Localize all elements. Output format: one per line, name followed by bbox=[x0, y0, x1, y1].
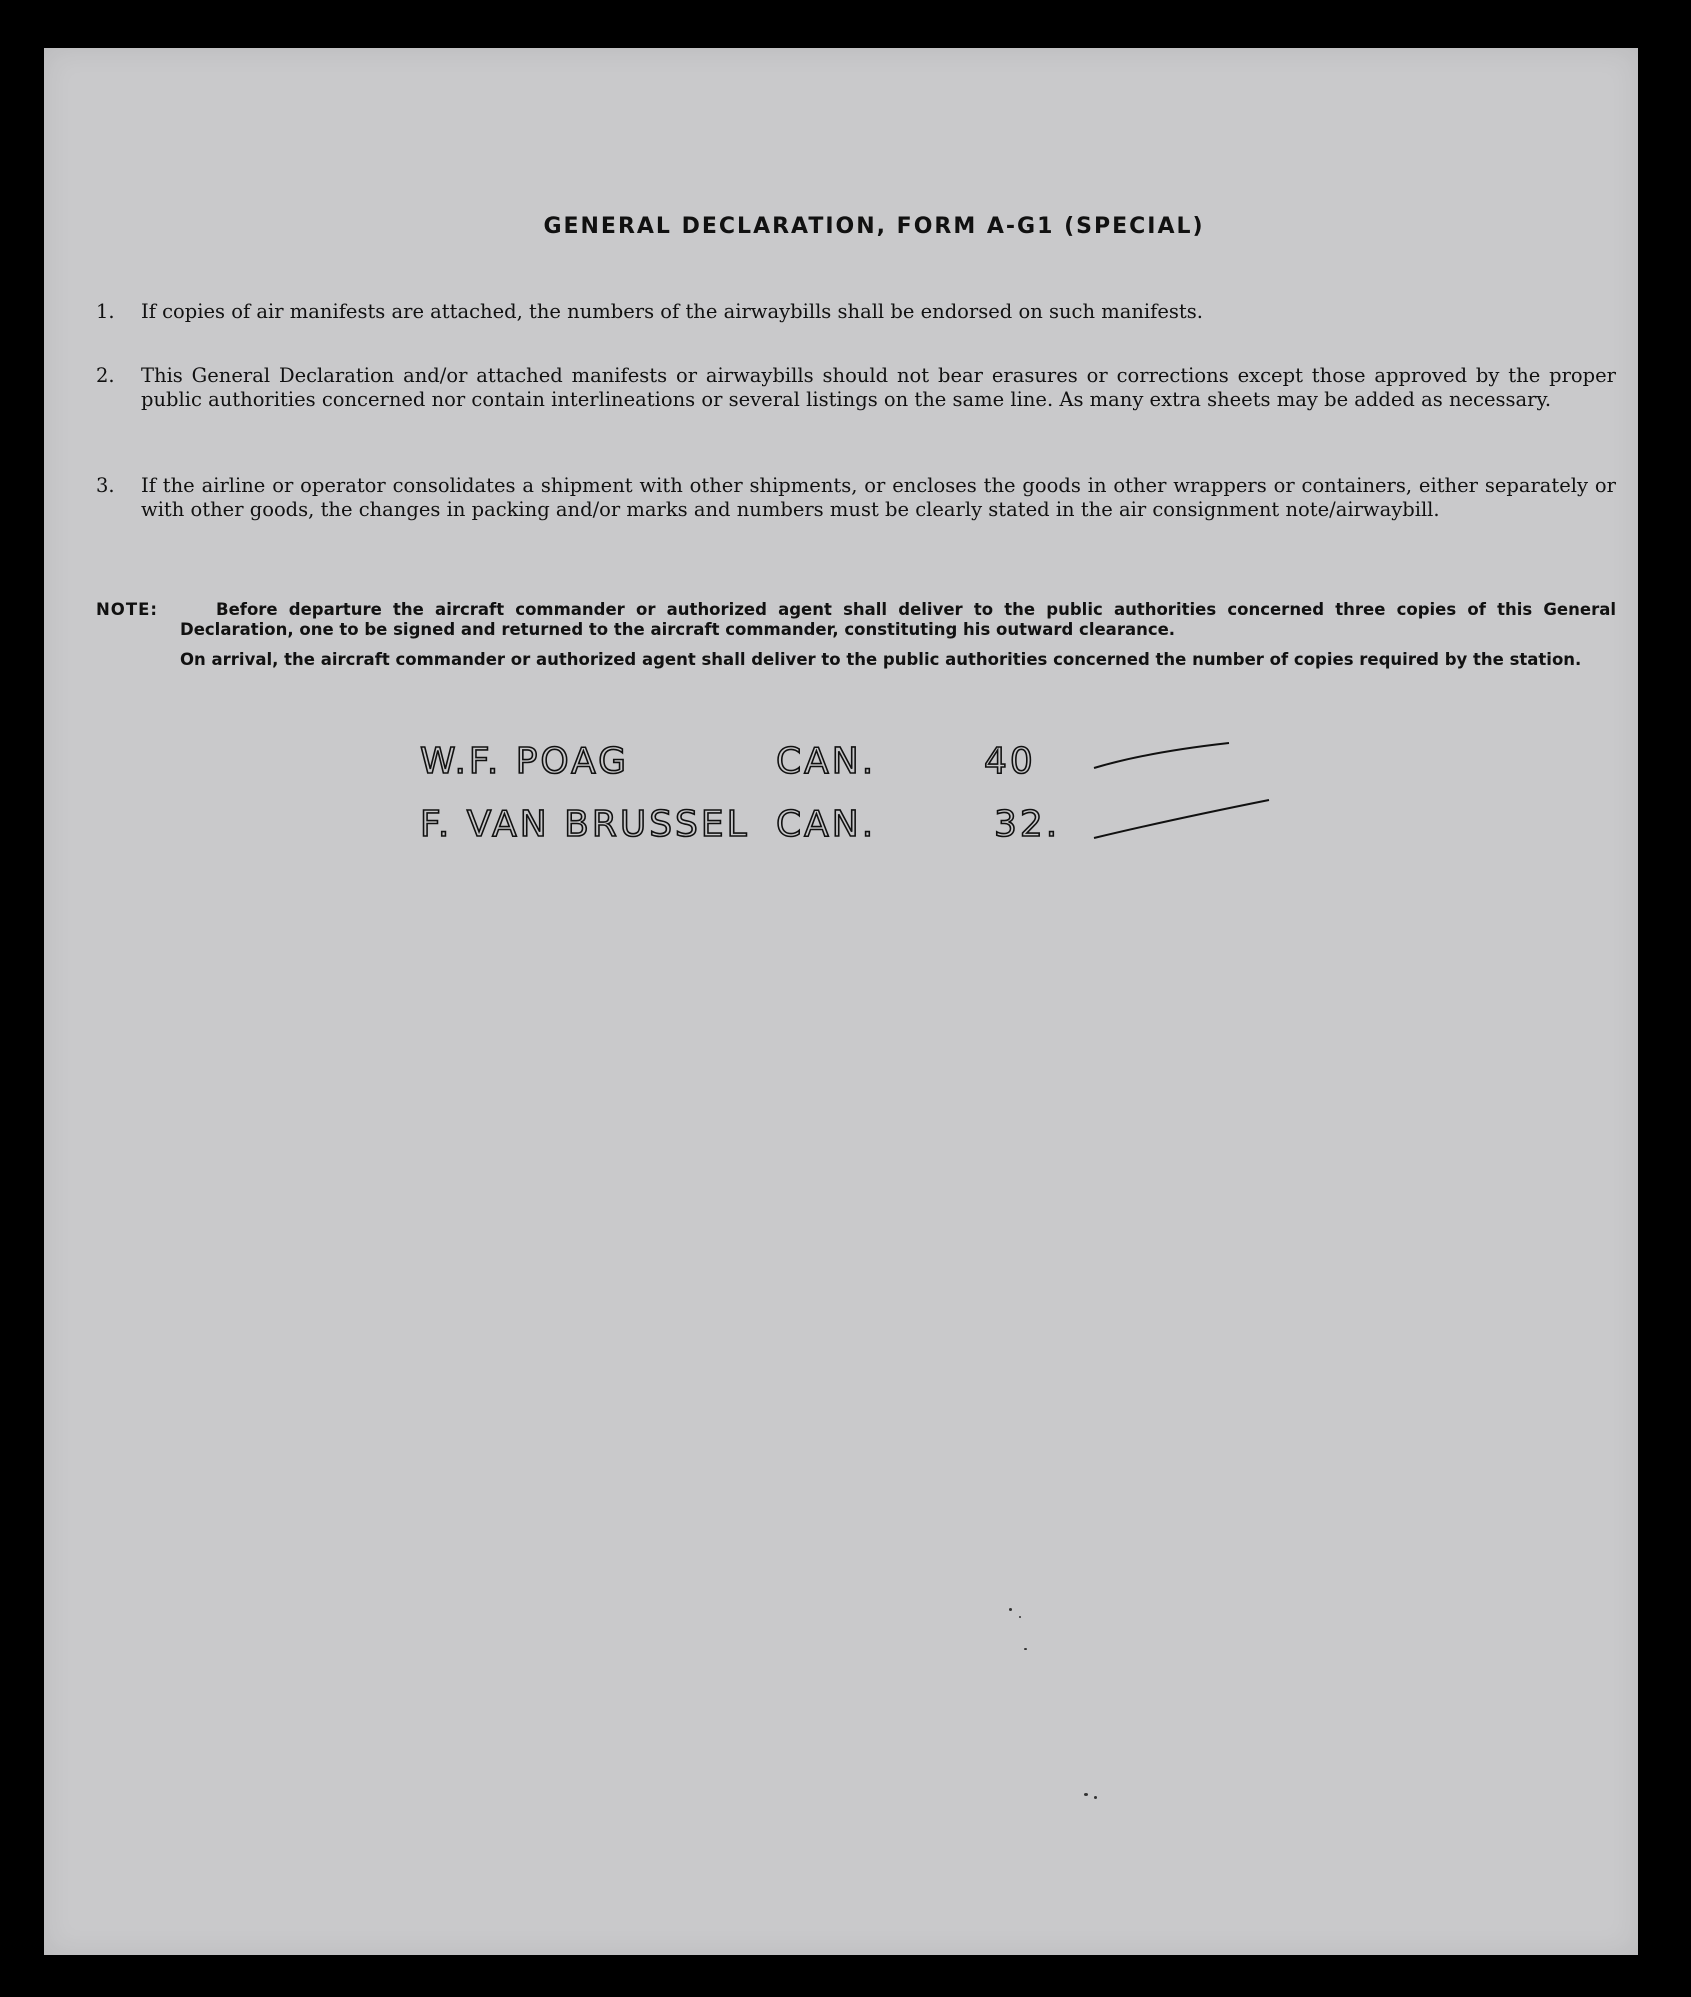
crew-age: 32. bbox=[994, 804, 1061, 845]
pen-stroke bbox=[1094, 800, 1269, 838]
item-text: If the airline or operator consolidates a shipment with other shipments, or encloses the goods in other wrappers or containers, either separately or with other goods, the changes in packing and/or marks and numbers must be clearly stated in the air consignment note/airwaybill. bbox=[141, 474, 1616, 521]
note-paragraph-arrival: On arrival, the aircraft commander or authorized agent shall deliver to the public authorities concerned the number of copies required by the station. bbox=[180, 650, 1582, 669]
item-text: This General Declaration and/or attached manifests or airwaybills should not bear erasures or corrections except those approved by the proper public authorities concerned nor contain interlineations or several listings on the same line. As many extra sheets may be added as necessary. bbox=[141, 364, 1616, 411]
paper-speck bbox=[1084, 1793, 1088, 1796]
paper-speck bbox=[1009, 1608, 1012, 1611]
item-number: 1. bbox=[96, 300, 115, 323]
note-paragraph-departure: Before departure the aircraft commander or authorized agent shall deliver to the public authorities concerned three copies of this General Declaration, one to be signed and returned to the aircraft commander, constituting his outward clearance. bbox=[180, 600, 1616, 639]
paper-speck bbox=[1019, 1616, 1021, 1618]
item-text: If copies of air manifests are attached, the numbers of the airwaybills shall be endorsed on such manifests. bbox=[141, 300, 1203, 323]
form-title: GENERAL DECLARATION, FORM A-G1 (SPECIAL) bbox=[543, 214, 1205, 239]
handwritten-entries bbox=[44, 48, 1638, 1955]
note-label: NOTE: bbox=[96, 600, 158, 619]
crew-age: 40 bbox=[984, 741, 1036, 782]
paper-speck bbox=[1024, 1648, 1027, 1650]
pen-stroke bbox=[1094, 743, 1229, 768]
crew-name: W.F. POAG bbox=[420, 741, 630, 782]
handwritten-row-1 bbox=[420, 741, 1229, 782]
handwritten-row-2 bbox=[420, 800, 1269, 845]
item-number: 3. bbox=[96, 474, 115, 497]
crew-nationality: CAN. bbox=[776, 804, 877, 845]
crew-name: F. VAN BRUSSEL bbox=[420, 804, 750, 845]
document-page bbox=[44, 48, 1638, 1955]
crew-nationality: CAN. bbox=[776, 741, 877, 782]
item-number: 2. bbox=[96, 364, 115, 387]
paper-speck bbox=[1094, 1796, 1097, 1799]
